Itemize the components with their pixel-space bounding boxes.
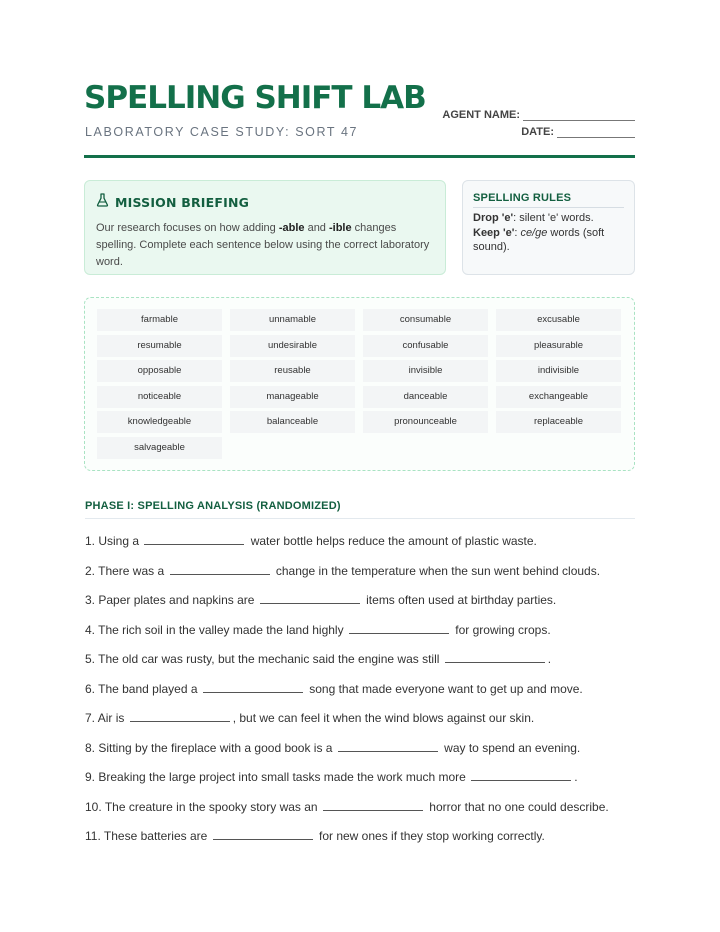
word-bank-item: opposable <box>97 360 222 382</box>
answer-blank[interactable] <box>130 709 230 722</box>
question-item <box>85 739 580 755</box>
word-bank-item: undesirable <box>230 335 355 357</box>
question-text-after: items often used at birthday parties. <box>366 593 557 607</box>
question-number: 11. <box>85 829 104 843</box>
word-bank-item: balanceable <box>230 411 355 433</box>
question-item <box>85 680 583 696</box>
question-text-after: for growing crops. <box>455 622 551 637</box>
question-item <box>85 827 545 843</box>
question-item <box>85 650 551 666</box>
word-bank-item: noticeable <box>97 386 222 408</box>
flask-icon <box>96 193 109 212</box>
question-text-after: song that made everyone want to get up and move. <box>309 681 583 696</box>
question-item <box>85 591 556 607</box>
able-suffix: -able <box>278 222 305 234</box>
question-number: 6. <box>85 681 99 696</box>
spelling-rules-text <box>473 211 624 255</box>
word-bank-item: invisible <box>363 360 488 382</box>
agent-name-line[interactable] <box>523 110 635 121</box>
word-bank-item: replaceable <box>496 411 621 433</box>
word-bank-item: manageable <box>230 386 355 408</box>
question-text-after: horror that no one could describe. <box>429 799 609 814</box>
question-text-before: Using a <box>98 534 140 548</box>
word-bank-item: pronounceable <box>363 411 488 433</box>
rule-keep-e: Keep 'e': ce/ge words (soft sound). <box>473 226 605 253</box>
word-bank-item: knowledgeable <box>97 411 222 433</box>
question-number: 2. <box>85 563 99 578</box>
answer-blank[interactable] <box>170 562 270 575</box>
answer-blank[interactable] <box>144 532 244 545</box>
mission-briefing-text: Our research focuses on how adding -able and -ible changes spelling. Complete each sentence below using the correct laboratory word. <box>96 222 430 268</box>
word-bank-item: resumable <box>97 335 222 357</box>
question-number: 1. <box>85 534 99 548</box>
question-item <box>85 768 578 784</box>
answer-blank[interactable] <box>323 798 423 811</box>
answer-blank[interactable] <box>338 739 438 752</box>
answer-blank[interactable] <box>260 591 360 604</box>
question-text-before: The band played a <box>98 681 198 696</box>
phase-divider <box>85 518 635 519</box>
question-text-before: The creature in the spooky story was an <box>104 799 318 814</box>
question-text-before: These batteries are <box>103 829 208 843</box>
question-text-before: Breaking the large project into small tasks made the work much more <box>98 770 466 784</box>
word-bank <box>84 297 635 471</box>
question-text-before: Sitting by the fireplace with a good book is a <box>98 740 333 755</box>
question-number: 9. <box>85 770 99 784</box>
answer-blank[interactable] <box>213 827 313 840</box>
word-bank-item: exchangeable <box>496 386 621 408</box>
question-text-after: , but we can feel it when the wind blows against our skin. <box>232 711 535 725</box>
ible-suffix: -ible <box>328 222 352 234</box>
page-subtitle: LABORATORY CASE STUDY: SORT 47 <box>85 125 359 139</box>
spelling-rules-panel <box>462 180 635 275</box>
header-divider <box>84 155 635 158</box>
question-text-after: . <box>574 770 578 784</box>
answer-blank[interactable] <box>203 680 303 693</box>
word-bank-item: consumable <box>363 309 488 331</box>
question-text-after: for new ones if they stop working correctly. <box>319 829 545 843</box>
word-bank-item: farmable <box>97 309 222 331</box>
word-bank-item: salvageable <box>97 437 222 459</box>
question-item <box>85 562 600 578</box>
word-bank-item: unnamable <box>230 309 355 331</box>
date-field[interactable] <box>521 126 635 138</box>
word-bank-item: indivisible <box>496 360 621 382</box>
question-text-before: Paper plates and napkins are <box>98 593 255 607</box>
answer-blank[interactable] <box>349 621 449 634</box>
question-item <box>85 621 551 637</box>
question-number: 3. <box>85 593 99 607</box>
question-number: 7. <box>85 711 98 725</box>
agent-name-field[interactable] <box>442 109 635 121</box>
word-bank-item: confusable <box>363 335 488 357</box>
word-bank-item: pleasurable <box>496 335 621 357</box>
question-item <box>85 798 609 814</box>
question-text-after: water bottle helps reduce the amount of plastic waste. <box>250 534 537 548</box>
question-text-before: There was a <box>98 563 165 578</box>
question-text-before: The old car was rusty, but the mechanic said the engine was still <box>98 652 440 666</box>
mission-briefing-title: MISSION BRIEFING <box>115 195 250 210</box>
phase-title: PHASE I: SPELLING ANALYSIS (RANDOMIZED) <box>85 500 341 512</box>
word-bank-item: excusable <box>496 309 621 331</box>
answer-blank[interactable] <box>471 768 571 781</box>
answer-blank[interactable] <box>445 650 545 663</box>
rule-drop-e: Drop 'e': silent 'e' words. <box>473 212 594 224</box>
question-text-after: change in the temperature when the sun went behind clouds. <box>275 563 601 578</box>
question-text-after: . <box>547 652 552 666</box>
question-number: 5. <box>85 652 99 666</box>
mission-briefing-panel <box>84 180 446 275</box>
question-number: 10. <box>85 799 105 814</box>
date-line[interactable] <box>557 127 635 138</box>
question-text-after: way to spend an evening. <box>444 740 581 755</box>
date-label: DATE: <box>521 126 554 138</box>
question-text-before: Air is <box>97 711 125 725</box>
question-text-before: The rich soil in the valley made the land highly <box>98 622 344 637</box>
spelling-rules-title: SPELLING RULES <box>473 192 624 208</box>
question-item <box>85 532 537 548</box>
question-number: 4. <box>85 622 99 637</box>
word-bank-item: danceable <box>363 386 488 408</box>
agent-name-label: AGENT NAME: <box>442 109 520 121</box>
question-number: 8. <box>85 740 99 755</box>
page-title: SPELLING SHIFT LAB <box>84 80 426 116</box>
word-bank-item: reusable <box>230 360 355 382</box>
question-item <box>85 709 534 725</box>
